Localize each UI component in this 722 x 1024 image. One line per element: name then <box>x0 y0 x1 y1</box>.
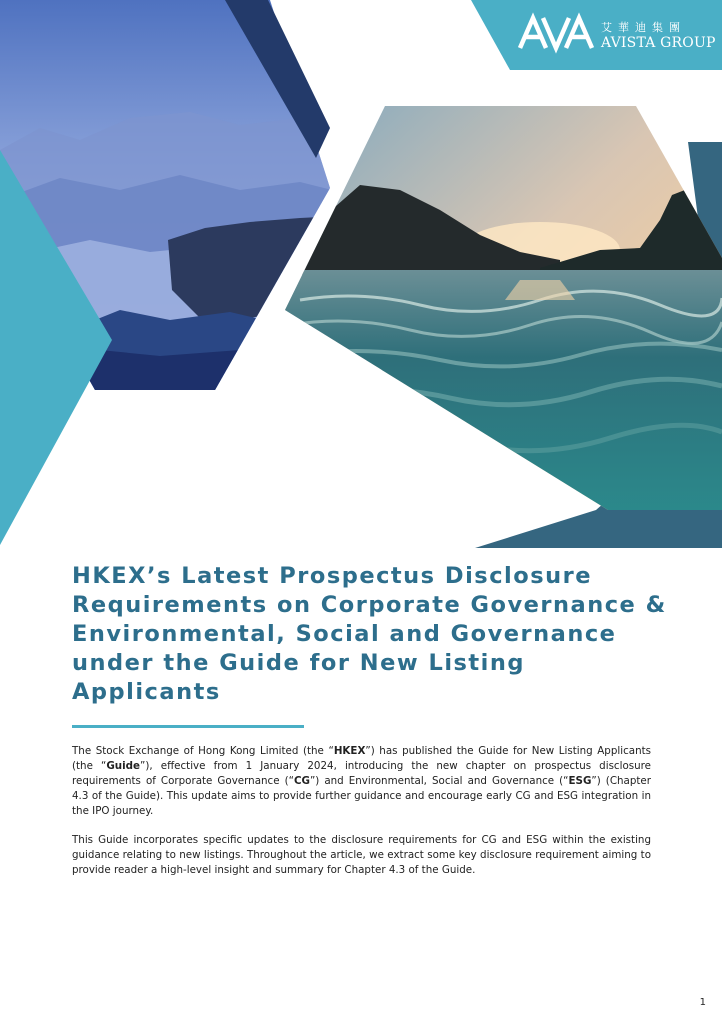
intro-paragraph-2: This Guide incorporates specific updates to the disclosure requirements for CG and ESG within the existing guidance relating to new listings. Throughout the article, we extract some key disclosure requirement aiming to provide reader a high-level insight and summary for Chapter 4.3 of the Guide. <box>72 834 651 876</box>
intro-paragraph-1: The Stock Exchange of Hong Kong Limited (the “HKEX”) has published the Guide for New Listing Applicants (the “Guide”), effective from 1 January 2024, introducing the new chapter on prospectus disclosure requirements of Corporate Governance (“CG”) and Environmental, Social and Governance (“ESG”) (Chapter 4.3 of the Guide). This update aims to provide further guidance and encourage early CG and ESG integration in the IPO journey. <box>72 745 651 817</box>
intro-text <box>72 744 651 892</box>
logo-english-name: AVISTA GROUP <box>601 35 716 51</box>
page-number: 1 <box>699 997 706 1008</box>
logo-chinese-name: 艾華迪集團 <box>601 21 686 34</box>
lake-image <box>280 100 722 520</box>
document-title: HKEX’s Latest Prospectus Disclosure Requirements on Corporate Governance & Environmental, Social and Governance under the Guide for New Listing Applicants <box>72 563 667 705</box>
title-underline <box>72 725 304 728</box>
company-logo <box>517 16 716 52</box>
